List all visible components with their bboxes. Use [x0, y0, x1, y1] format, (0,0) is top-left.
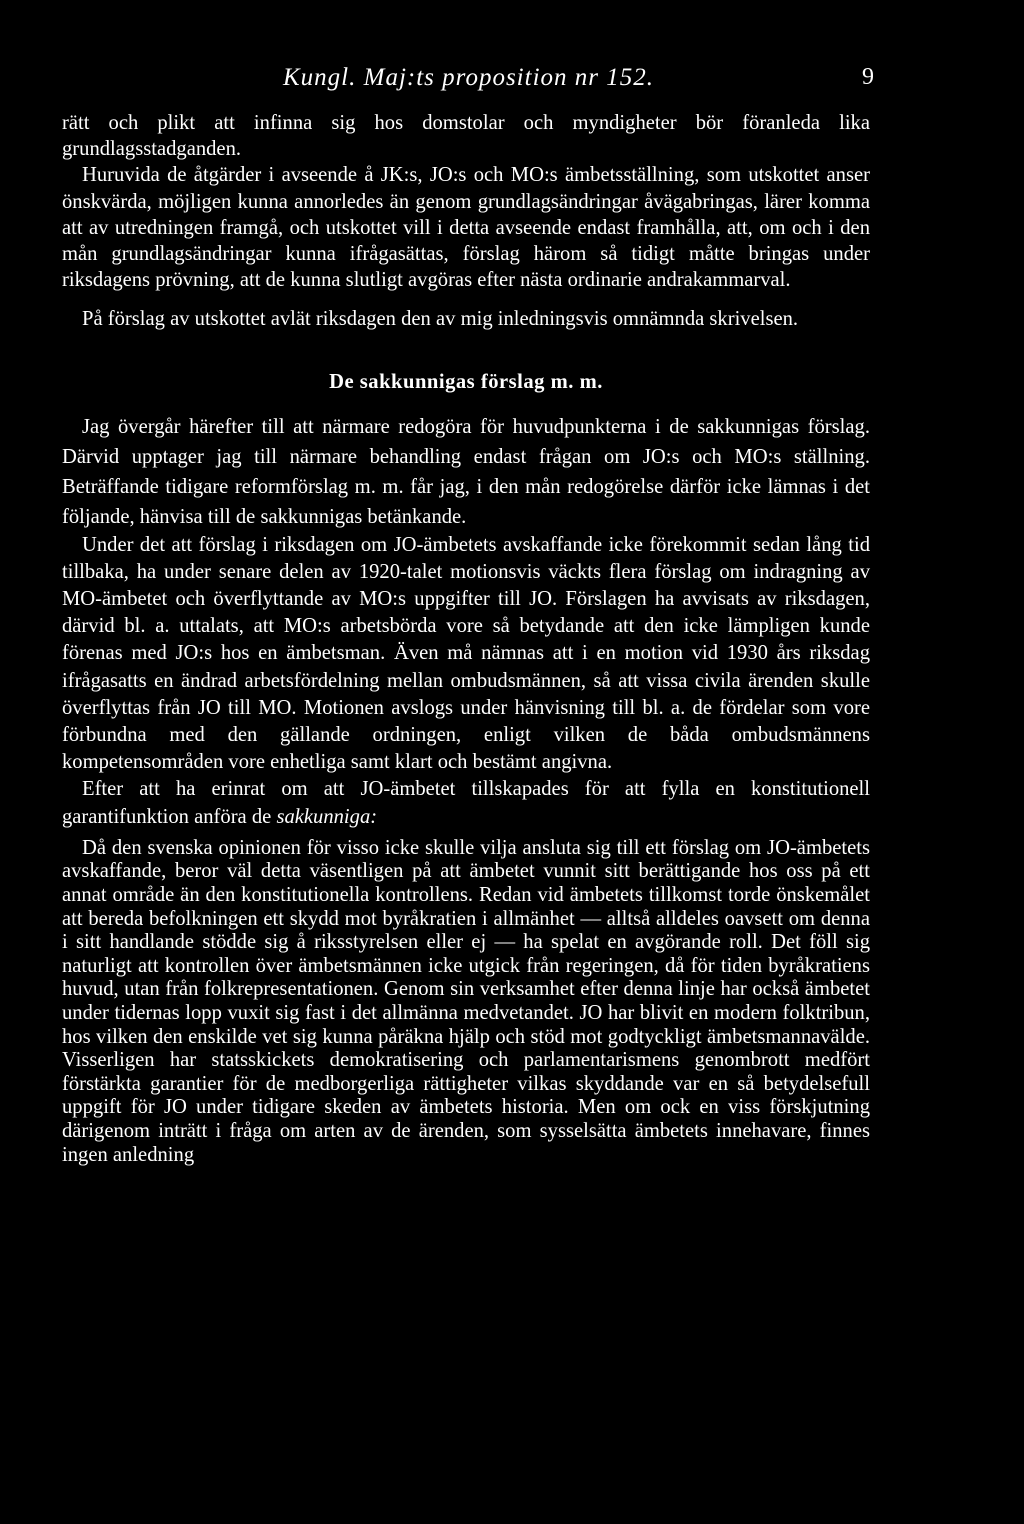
section-heading: De sakkunnigas förslag m. m. [329, 371, 603, 394]
paragraph-huruvida: Huruvida de åtgärder i avseende å JK:s, JO:s och MO:s ämbetsställning, som utskottet anser önskvärda, möjligen kunna annorledes än genom grundlagsändringar åvägabringas, lärer komma att av utredningen framgå, och utskottet vill i detta avseende endast framhålla, att, om och i den mån grundlagsändringar kunna ifrågasättas, förslag härom så tidigt måtte bringas under riksdagens prövning, att de kunna slutligt avgöras efter nästa ordinarie andrakammarval. [62, 164, 870, 292]
paragraph-efter-att [62, 776, 870, 830]
body-text [62, 110, 870, 1167]
paragraph-under-det: Under det att förslag i riksdagen om JO-ämbetets avskaffande icke förekommit sedan lång tid tillbaka, ha under senare delen av 1920-talet motionsvis väckts flera förslag om indragning av MO-ämbetet och överflyttande av MO:s uppgifter till JO. Förslagen ha avvisats av riksdagen, därvid bl. a. uttalats, att MO:s arbetsbörda vore så betydande att den icke lämpligen kunde förenas med JO:s hos en ämbetsman. Även må nämnas att i en motion vid 1930 års riksdag ifrågasatts en ändrad arbetsfördelning mellan ombudsmännen, så att vissa civila ärenden skulle överflyttas från JO till MO. Motionen avslogs under hänvisning till bl. a. de fördelar som vore förbundna med den gällande ordningen, enligt vilken de båda ombudsmännens kompetensområden vore enhetliga samt klart och bestämt angivna. [62, 533, 870, 774]
paragraph-efter-att-text: Efter att ha erinrat om att JO-ämbetet tillskapades för att fylla en konstitutionell garantifunktion anföra de [62, 778, 870, 828]
page-number: 9 [862, 64, 874, 90]
sakkunniga-emphasis: sakkunniga: [276, 805, 378, 828]
paragraph-jag-overgar: Jag övergår härefter till att närmare redogöra för huvudpunkterna i de sakkunnigas förslag. Därvid upptager jag till närmare behandling endast frågan om JO:s och MO:s ställning. Beträffande tidigare reformförslag m. m. får jag, i den mån redogörelse därför icke lämnas i det följande, hänvisa till de sakkunnigas betänkande. [62, 415, 870, 528]
paragraph-quote: Då den svenska opinionen för visso icke skulle vilja ansluta sig till ett förslag om JO-ämbetets avskaffande, beror väl detta väsentligen på att ämbetet vunnit sitt berättigande hos oss på ett annat område än den konstitutionella kontrollens. Redan vid ämbetets tillkomst torde önskemålet att bereda befolkningen ett skydd mot byråkratien i allmänhet — alltså alldeles oavsett om denna i sitt handlande stödde sig å riksstyrelsen eller ej — ha spelat en avgörande roll. Det föll sig naturligt att kontrollen över ämbetsmännen icke utgick från regeringen, då för tiden byråkratiens huvud, utan från folkrepresentationen. Genom sin verksamhet efter denna linje har också ämbetet under tidernas lopp vuxit sig fast i det allmänna medvetandet. JO har blivit en modern folktribun, hos vilken den enskilde vet sig kunna påräkna hjälp och stöd mot godtyckligt ämbetsmannavälde. Visserligen har statsskickets demokratisering och parlamentarismens genombrott medfört förstärkta garantier för de medborgerliga rättigheter vilkas skyddande var en så betydelsefull uppgift för JO under tidigare skeden av ämbetets historia. Men om ock en viss förskjutning därigenom inträtt i fråga om arten av de ärenden, som sysselsätta ämbetets innehavare, finnes ingen anledning [62, 836, 870, 1166]
header-title: Kungl. Maj:ts proposition nr 152. [283, 64, 654, 91]
paragraph-forslag: På förslag av utskottet avlät riksdagen den av mig inledningsvis omnämnda skrivelsen. [82, 308, 799, 331]
paragraph-continuation: rätt och plikt att infinna sig hos domstolar och myndigheter bör föranleda lika grundlagsstadganden. [62, 112, 870, 161]
running-header [62, 64, 874, 104]
